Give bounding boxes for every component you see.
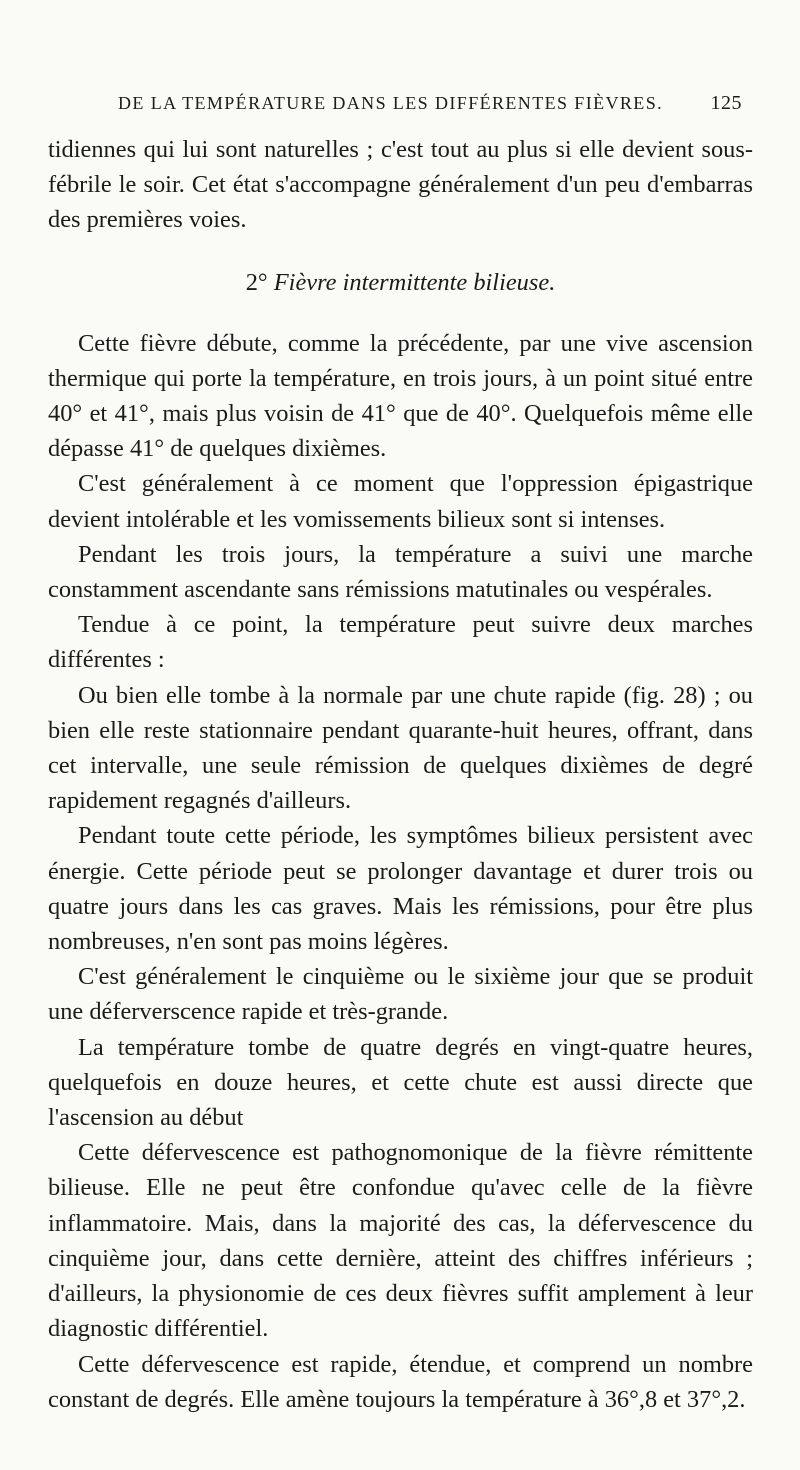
page-body (48, 132, 753, 1417)
section-number: 2° (245, 268, 268, 296)
paragraph: Cette défervescence est pathognomonique de la fièvre rémittente bilieuse. Elle ne peut être confondue qu'avec celle de la fièvre inflammatoire. Mais, dans la majorité des cas, la défervescence du cinquième jour, dans cette dernière, atteint des chiffres inférieurs ; d'ailleurs, la physionomie de ces deux fièvres suffit amplement à leur diagnostic différentiel. (48, 1139, 753, 1343)
running-header (118, 92, 742, 115)
page-number: 125 (710, 92, 742, 114)
section-heading (48, 265, 753, 300)
paragraph: Pendant toute cette période, les symptômes bilieux persistent avec énergie. Cette période peut se prolonger davantage et durer trois ou quatre jours dans les cas graves. Mais les rémissions, pour être plus nombreuses, n'en sont pas moins légères. (48, 822, 753, 956)
paragraph: Cette défervescence est rapide, étendue, et comprend un nombre constant de degrés. Elle amène toujours la température à 36°,8 et 37°,2. (48, 1350, 753, 1413)
paragraph: Tendue à ce point, la température peut suivre deux marches différentes : (48, 611, 753, 674)
section-title: Fièvre intermittente bilieuse. (273, 268, 556, 296)
paragraph: Ou bien elle tombe à la normale par une chute rapide (fig. 28) ; ou bien elle reste stationnaire pendant quarante-huit heures, offrant, dans cet intervalle, une seule rémission de quelques dixièmes de degré rapidement regagnés d'ailleurs. (48, 681, 753, 815)
paragraph: C'est généralement à ce moment que l'oppression épigastrique devient intolérable et les vomissements bilieux sont si intenses. (48, 470, 753, 533)
paragraph: Pendant les trois jours, la température a suivi une marche constamment ascendante sans rémissions matutinales ou vespérales. (48, 540, 753, 604)
running-title: DE LA TEMPÉRATURE DANS LES DIFFÉRENTES FIÈVRES. (118, 93, 664, 113)
paragraph-continued: tidiennes qui lui sont naturelles ; c'est tout au plus si elle devient sous-fébrile le soir. Cet état s'accompagne généralement d'un peu d'embarras des premières voies. (48, 136, 753, 234)
paragraph: Cette fièvre débute, comme la précédente, par une vive ascension thermique qui porte la température, en trois jours, à un point situé entre 40° et 41°, mais plus voisin de 41° que de 40°. Quelquefois même elle dépasse 41° de quelques dixièmes. (48, 329, 753, 463)
paragraph: La température tombe de quatre degrés en vingt-quatre heures, quelquefois en douze heures, et cette chute est aussi directe que l'ascension au début (48, 1033, 753, 1132)
paragraph: C'est généralement le cinquième ou le sixième jour que se produit une déferverscence rapide et très-grande. (48, 963, 753, 1026)
